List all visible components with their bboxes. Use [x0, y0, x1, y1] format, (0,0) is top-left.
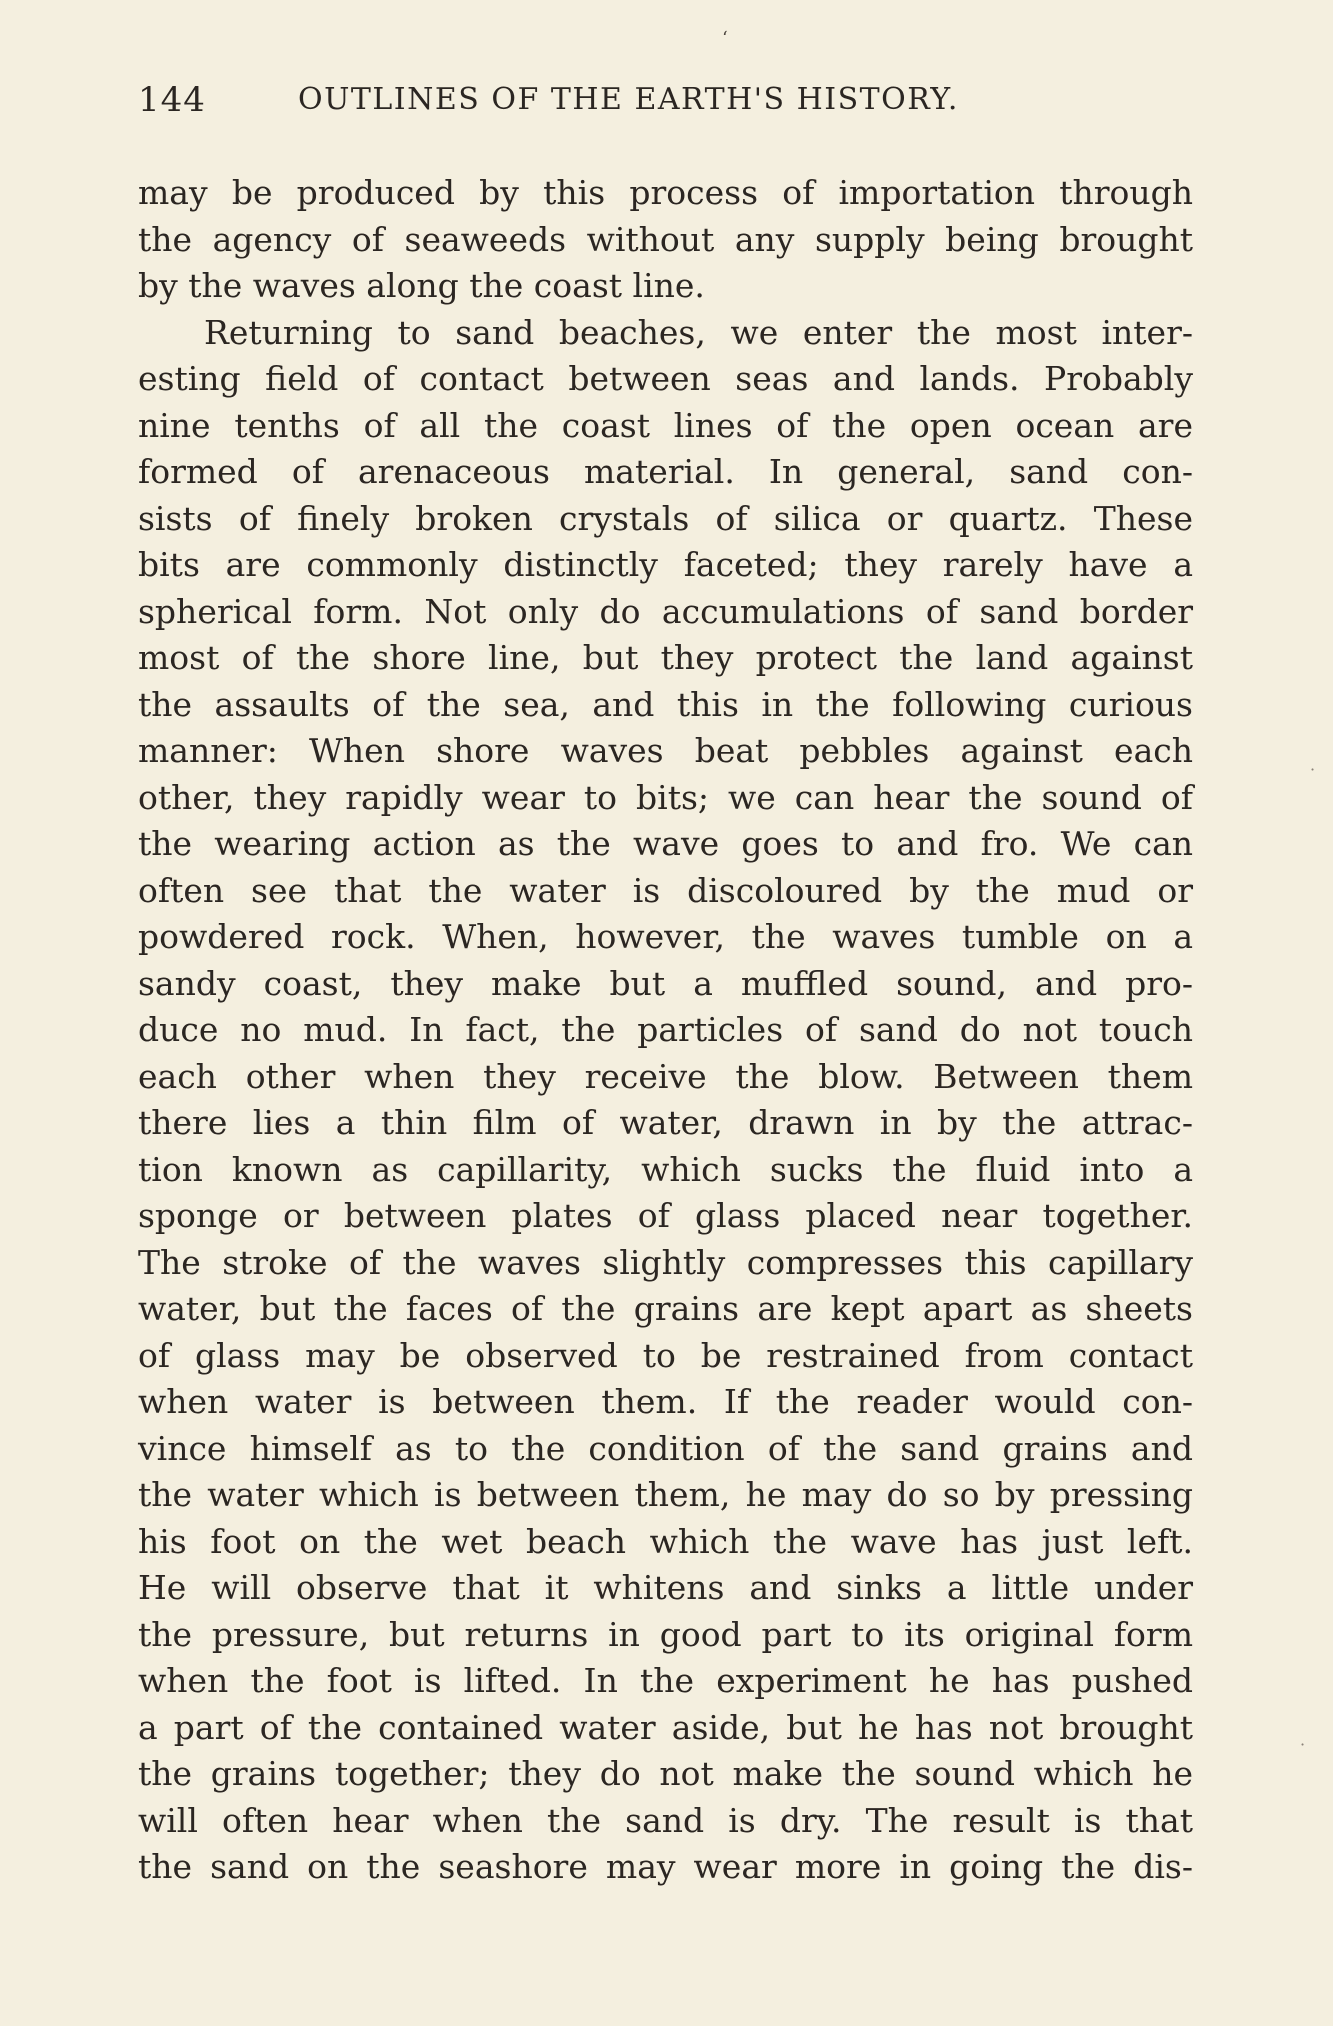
text-line: the grains together; they do not make the sound which he [138, 1754, 1193, 1793]
margin-mark-icon: · [1300, 1735, 1306, 1754]
text-line: his foot on the wet beach which the wave has just left. [138, 1521, 1193, 1561]
text-line: may be produced by this process of importation through [138, 173, 1193, 212]
text-line: will often hear when the sand is dry. The result is that [138, 1800, 1193, 1840]
text-line: esting field of contact between seas and lands. Probably [138, 359, 1193, 398]
text-line: sandy coast, they make but a muffled sound, and pro- [138, 963, 1193, 1003]
text-line: formed of arenaceous material. In general, sand con- [138, 452, 1193, 491]
text-line: water, but the faces of the grains are kept apart as sheets [138, 1289, 1193, 1328]
text-line: by the waves along the coast line. [138, 266, 705, 305]
text-line: He will observe that it whitens and sinks a little under [138, 1568, 1193, 1607]
text-line: often see that the water is discoloured by the mud or [138, 870, 1193, 910]
text-line: manner: When shore waves beat pebbles against each [138, 731, 1193, 770]
text-line: duce no mud. In fact, the particles of sand do not touch [138, 1010, 1193, 1049]
text-line: when the foot is lifted. In the experiment he has pushed [138, 1661, 1193, 1700]
text-line: of glass may be observed to be restrained from contact [138, 1335, 1193, 1375]
text-line: a part of the contained water aside, but he has not brought [138, 1707, 1193, 1747]
body-text [138, 170, 1193, 1891]
text-line: the wearing action as the wave goes to and fro. We can [138, 824, 1193, 863]
margin-mark-icon: · [1310, 760, 1316, 779]
paragraph-start-line: Returning to sand beaches, we enter the most inter- [204, 312, 1193, 352]
text-line: other, they rapidly wear to bits; we can hear the sound of [138, 777, 1193, 817]
text-line: bits are commonly distinctly faceted; they rarely have a [138, 545, 1193, 584]
text-line: most of the shore line, but they protect the land against [138, 638, 1193, 677]
text-line: powdered rock. When, however, the waves tumble on a [138, 917, 1193, 956]
text-line: the pressure, but returns in good part to its original form [138, 1614, 1193, 1654]
text-line: vince himself as to the condition of the sand grains and [138, 1428, 1193, 1468]
text-line: tion known as capillarity, which sucks the fluid into a [138, 1149, 1193, 1189]
text-line: spherical form. Not only do accumulations of sand border [138, 591, 1193, 631]
text-line: sists of finely broken crystals of silica or quartz. These [138, 498, 1193, 538]
text-line: sponge or between plates of glass placed near together. [138, 1196, 1193, 1235]
page-header [138, 80, 1193, 130]
running-head: OUTLINES OF THE EARTH'S HISTORY. [298, 82, 959, 117]
text-line: there lies a thin film of water, drawn in by the attrac- [138, 1103, 1193, 1142]
text-line: The stroke of the waves slightly compresses this capillary [138, 1242, 1193, 1282]
text-line: the agency of seaweeds without any supply being brought [138, 219, 1193, 259]
page-number: 144 [138, 80, 206, 120]
print-speck: ‘ [722, 28, 728, 49]
text-line: when water is between them. If the reader would con- [138, 1382, 1193, 1421]
text-line: the water which is between them, he may do so by pressing [138, 1475, 1193, 1514]
text-line: the assaults of the sea, and this in the following curious [138, 684, 1193, 724]
text-line: each other when they receive the blow. Between them [138, 1056, 1193, 1096]
text-line: nine tenths of all the coast lines of the open ocean are [138, 405, 1193, 445]
text-line: the sand on the seashore may wear more in going the dis- [138, 1847, 1193, 1886]
